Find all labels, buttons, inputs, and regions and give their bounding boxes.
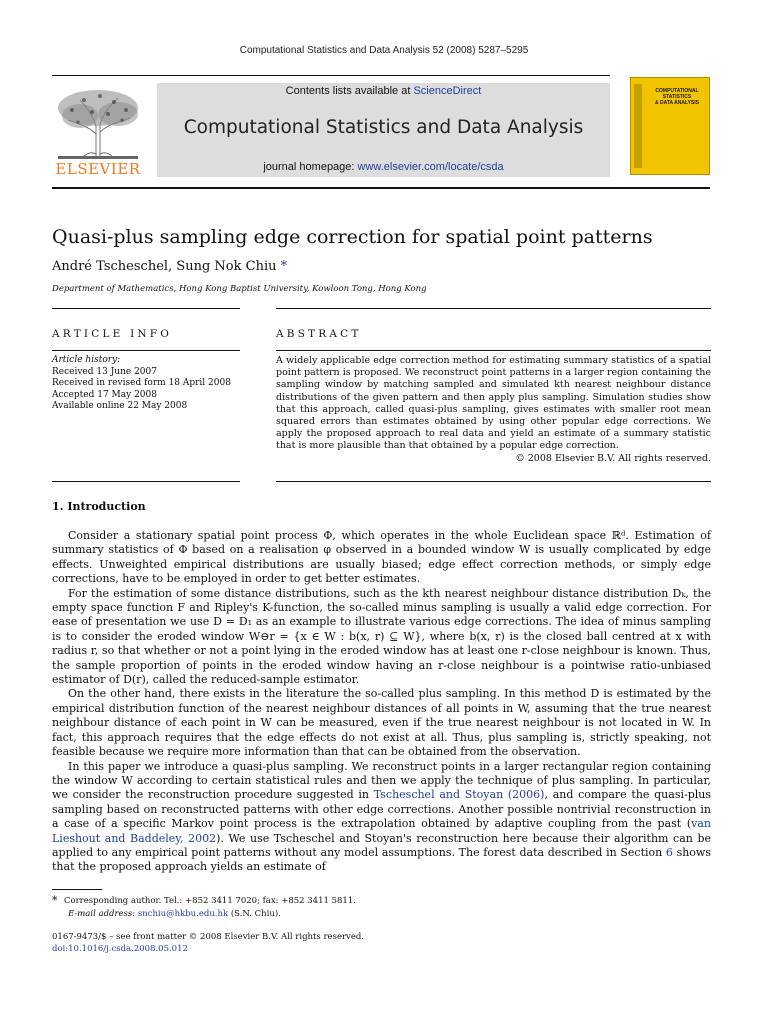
contents-prefix: Contents lists available at bbox=[285, 85, 414, 97]
citation-link[interactable]: van Lieshout and Baddeley, 2002 bbox=[52, 817, 711, 845]
footnote bbox=[52, 895, 711, 920]
footnote-contact: Corresponding author. Tel.: +852 3411 7020; fax: +852 3411 5811. bbox=[64, 896, 356, 906]
cover-title-line: & DATA ANALYSIS bbox=[655, 100, 699, 106]
body-paragraph bbox=[52, 760, 711, 875]
masthead-top-rule bbox=[52, 75, 610, 76]
running-head: Computational Statistics and Data Analysis 52 (2008) 5287–5295 bbox=[239, 45, 529, 56]
email-suffix: (S.N. Chiu). bbox=[228, 908, 281, 919]
author-list bbox=[52, 259, 287, 274]
front-matter bbox=[52, 931, 364, 955]
footnote-line bbox=[52, 895, 711, 908]
footnote-email-line bbox=[52, 908, 711, 921]
history-item: Available online 22 May 2008 bbox=[52, 401, 188, 411]
abstract-body bbox=[276, 355, 711, 465]
article-history bbox=[52, 355, 231, 413]
paper-title: Quasi-plus sampling edge correction for spatial point patterns bbox=[52, 226, 653, 248]
journal-title: Computational Statistics and Data Analysis bbox=[183, 117, 584, 138]
abstract-mid-rule bbox=[276, 350, 711, 351]
corresponding-author-mark[interactable]: * bbox=[280, 259, 288, 274]
body-paragraph: For the estimation of some distance distributions, such as the kth nearest neighbour distance distribution Dₖ, the empty space function F and Ripley's K-function, the so-called minus sampling is usually a valid edge correction. For ease of presentation we use D = D₁ as an example to illustrate various edge corrections. The idea of minus sampling is to consider the eroded window W⊖r = {x ∈ W : b(x, r) ⊆ W}, where b(x, r) is the closed ball centred at x with radius r, so that whether or not a point lying in the eroded window has at least one r-close neighbour is known. Thus, the sample proportion of points in the eroded window having an r-close neighbour is a pointwise ratio-unbiased estimator of D(r), called the reduced-sample estimator. bbox=[52, 586, 711, 687]
section-heading: 1. Introduction bbox=[52, 500, 146, 513]
homepage-line bbox=[157, 161, 610, 173]
doi-link[interactable]: doi:10.1016/j.csda.2008.05.012 bbox=[52, 944, 188, 954]
cover-side-strip bbox=[634, 84, 642, 168]
masthead-bottom-rule bbox=[52, 187, 710, 189]
affiliation: Department of Mathematics, Hong Kong Baptist University, Kowloon Tong, Hong Kong bbox=[52, 284, 427, 294]
cover-title-line: COMPUTATIONAL bbox=[655, 88, 699, 94]
issn-line: 0167-9473/$ – see front matter © 2008 Elsevier B.V. All rights reserved. bbox=[52, 932, 365, 942]
abstract-bottom-rule bbox=[276, 481, 711, 482]
email-link[interactable]: snchiu@hkbu.edu.hk bbox=[137, 908, 229, 919]
sciencedirect-link[interactable]: ScienceDirect bbox=[413, 85, 482, 97]
footnote-rule bbox=[52, 889, 102, 890]
paragraph-text: , and compare the quasi-plus sampling based on reconstructed patterns with other edge corrections. Another possible nontrivial reconstruction in a case of a specific Markov point process is the extrapolation obtained by adaptive coupling from the past ( bbox=[52, 788, 711, 831]
history-item: Received in revised form 18 April 2008 bbox=[52, 378, 231, 388]
journal-homepage-link[interactable]: www.elsevier.com/locate/csda bbox=[357, 161, 504, 173]
paragraph-text: ). We use Tscheschel and Stoyan's reconstruction here because their algorithm can be applied to any empirical point patterns without any model assumptions. The forest data described in Section bbox=[52, 831, 711, 859]
paragraph-text: shows that the proposed approach yields an estimate of bbox=[52, 845, 711, 874]
body-paragraph: On the other hand, there exists in the literature the so-called plus sampling. In this method D is estimated by the empirical distribution function of the nearest neighbour distances of all points in W, assuming that the true nearest neighbour distance of each point in W can be measured, even if the true nearest neighbour is not located in W. In fact, this approach requires that the edge effects do not exist at all. Thus, plus sampling is, strictly speaking, not feasible because we require more information than that can be obtained from the observation. bbox=[52, 687, 711, 759]
homepage-prefix: journal homepage: bbox=[263, 161, 358, 173]
body-text bbox=[52, 529, 711, 875]
journal-cover-thumbnail[interactable] bbox=[630, 77, 710, 175]
contents-line bbox=[157, 85, 610, 97]
history-label: Article history: bbox=[52, 355, 121, 365]
article-info-bottom-rule bbox=[52, 481, 240, 482]
body-paragraph: Consider a stationary spatial point process Φ, which operates in the whole Euclidean space ℝᵈ. Estimation of summary statistics of Φ based on a realisation φ observed in a bounded window W is usually complicated by edge effects. Unweighted empirical distributions are usually biased; edge effect correction methods, or simply edge corrections, have to be employed in order to get better estimates. bbox=[52, 529, 711, 586]
article-info-top-rule bbox=[52, 308, 240, 309]
abstract-top-rule bbox=[276, 308, 711, 309]
history-item: Accepted 17 May 2008 bbox=[52, 389, 157, 400]
email-label: E-mail address: bbox=[68, 908, 138, 919]
section-ref-link[interactable]: 6 bbox=[665, 845, 673, 859]
abstract-text: A widely applicable edge correction method for estimating summary statistics of a spatial point pattern is proposed. We reconstruct point patterns in a larger region containing the sampling window by matching sampled and simulated kth nearest neighbour distance distributions of the given pattern and then apply plus sampling. Simulation studies show that this approach, called quasi-plus sampling, gives estimates with smaller root mean squared errors than estimates obtained by using other popular edge corrections. We apply the proposed approach to real data and yield an estimate of a summary statistic that is more plausible than that obtained by a popular edge correction. bbox=[276, 355, 711, 452]
article-info-mid-rule bbox=[52, 350, 240, 351]
paragraph-text: In this paper we introduce a quasi-plus sampling. We reconstruct points in a larger rectangular region containing the window W according to certain statistical rules and then we apply the technique of plus sampling. In particular, we consider the reconstruction procedure suggested in bbox=[52, 759, 711, 802]
cover-title bbox=[649, 88, 705, 106]
authors: André Tscheschel, Sung Nok Chiu bbox=[52, 259, 277, 274]
abstract-heading: ABSTRACT bbox=[276, 328, 362, 340]
elsevier-wordmark: ELSEVIER bbox=[55, 160, 141, 178]
abstract-copyright: © 2008 Elsevier B.V. All rights reserved. bbox=[515, 452, 711, 464]
history-item: Received 13 June 2007 bbox=[52, 366, 157, 377]
cover-title-line: STATISTICS bbox=[662, 94, 692, 100]
citation-link[interactable]: Tscheschel and Stoyan (2006) bbox=[373, 788, 545, 802]
footnote-mark: * bbox=[52, 894, 58, 907]
article-info-heading: ARTICLE INFO bbox=[52, 328, 173, 340]
